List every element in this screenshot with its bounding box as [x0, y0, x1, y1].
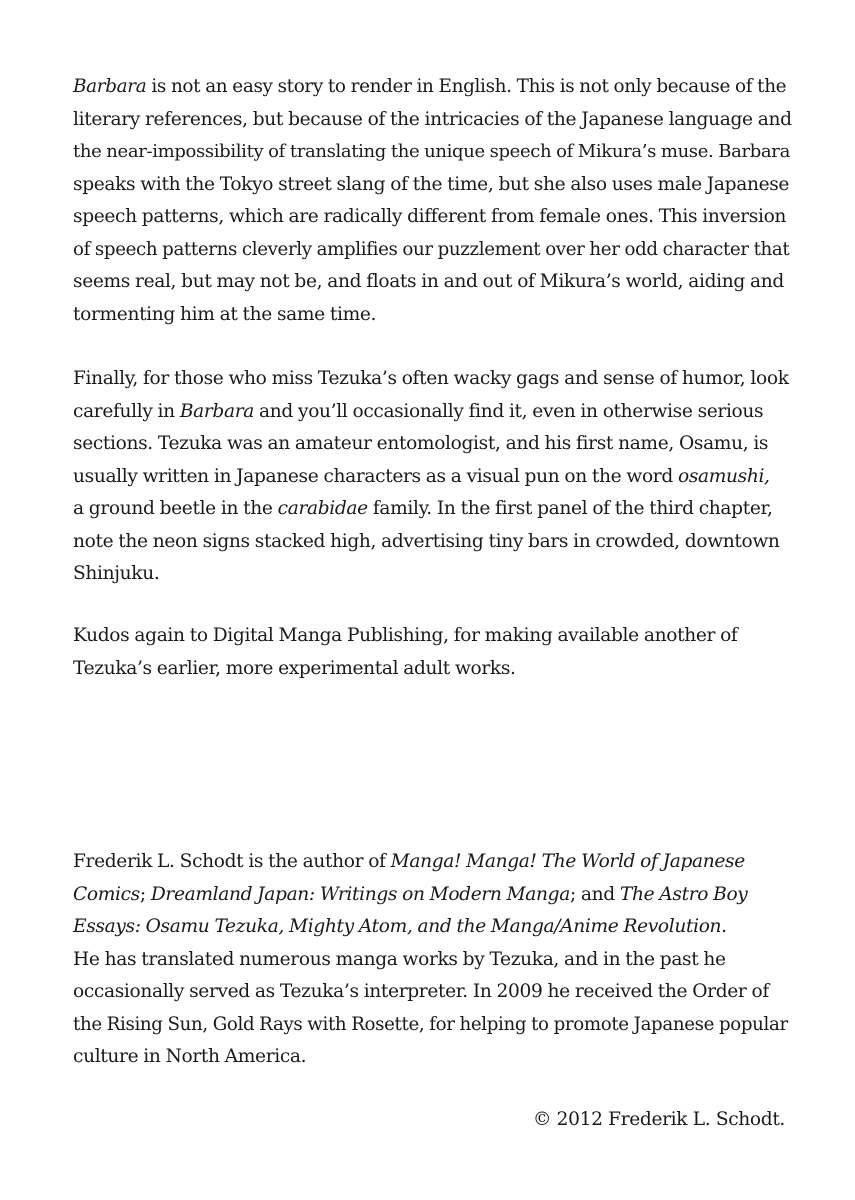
text-line: the Rising Sun, Gold Rays with Rosette, for helping to promote Japanese popular: [73, 1013, 788, 1035]
text-line: literary references, but because of the intricacies of the Japanese language and: [73, 108, 792, 130]
author-bio: [73, 846, 793, 1074]
term-osamushi: osamushi,: [677, 465, 770, 487]
text-line: of speech patterns cleverly amplifies our puzzlement over her odd character that: [73, 238, 790, 260]
text-line: the near-impossibility of translating the unique speech of Mikura’s muse. Barbara: [73, 141, 790, 162]
paragraph-humor-notes: [73, 363, 793, 591]
text-line: sections. Tezuka was an amateur entomologist, and his first name, Osamu, is: [73, 433, 769, 454]
copyright-credit: © 2012 Frederik L. Schodt.: [532, 1109, 785, 1130]
text-line: Barbara is not an easy story to render in English. This is not only because of the: [73, 76, 787, 97]
paragraph-acknowledgement: [73, 620, 793, 685]
term-carabidae: carabidae: [277, 498, 368, 519]
text-line: Kudos again to Digital Manga Publishing, for making available another of: [73, 625, 738, 646]
book-title: The Astro Boy: [619, 883, 748, 905]
text-line: Tezuka’s earlier, more experimental adult works.: [73, 657, 516, 679]
book-title: Comics: [73, 883, 140, 905]
paragraph-translation-notes: [73, 71, 793, 331]
text-line: tormenting him at the same time.: [73, 303, 377, 325]
title-barbara: Barbara: [179, 400, 254, 422]
text-line: He has translated numerous manga works by Tezuka, and in the past he: [73, 948, 726, 970]
title-barbara: Barbara: [73, 76, 147, 97]
text-line: speaks with the Tokyo street slang of the time, but she also uses male Japanese: [73, 173, 790, 195]
text-line: Shinjuku.: [73, 563, 160, 584]
text-line: [73, 911, 793, 944]
book-title: Manga! Manga! The World of Japanese: [390, 851, 745, 872]
text-line: Comics; Dreamland Japan: Writings on Modern Manga; and The Astro Boy: [73, 883, 748, 905]
text-line: occasionally served as Tezuka’s interpreter. In 2009 he received the Order of: [73, 981, 769, 1002]
text-line: seems real, but may not be, and floats in and out of Mikura’s world, aiding and: [73, 271, 784, 292]
text-line: speech patterns, which are radically different from female ones. This inversion: [73, 206, 787, 227]
text-line: usually written in Japanese characters as a visual pun on the word osamushi,: [73, 465, 770, 487]
text-line: Finally, for those who miss Tezuka’s often wacky gags and sense of humor, look: [73, 368, 789, 389]
text-line: carefully in Barbara and you’ll occasionally find it, even in otherwise serious: [73, 400, 764, 422]
text-line: culture in North America.: [73, 1046, 307, 1067]
book-title: Essays: Osamu Tezuka, Mighty Atom, and the Manga/Anime Revolution.: [73, 916, 727, 937]
text-line: note the neon signs stacked high, advertising tiny bars in crowded, downtown: [73, 530, 780, 552]
text-line: a ground beetle in the carabidae family. In the first panel of the third chapter,: [73, 498, 773, 519]
text-line: Frederik L. Schodt is the author of Manga! Manga! The World of Japanese: [73, 851, 745, 872]
book-title: Dreamland Japan: Writings on Modern Manga: [150, 883, 570, 905]
